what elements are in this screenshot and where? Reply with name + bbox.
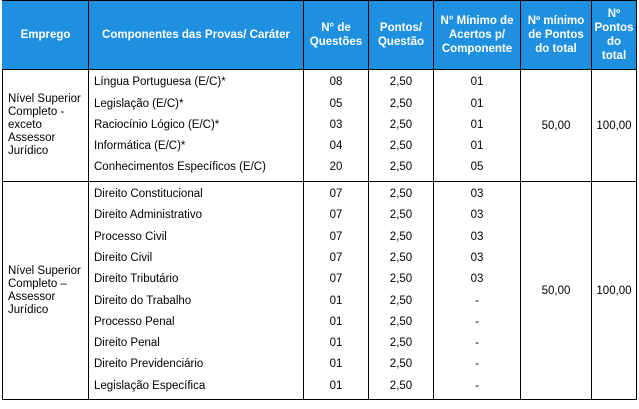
acertos-value: 03 — [470, 251, 484, 264]
header-total: Nº Pontos do total — [592, 1, 637, 70]
header-emprego: Emprego — [3, 1, 89, 70]
header-componentes: Componentes das Provas/ Caráter — [89, 1, 304, 70]
componente-item: Processo Civil — [94, 230, 167, 243]
componente-item: Direito Tributário — [94, 273, 179, 286]
pontos-value: 2,50 — [389, 315, 413, 328]
minimo-cell: 50,00 — [521, 182, 592, 400]
exam-components-table — [2, 0, 637, 400]
acertos-value: 05 — [470, 161, 484, 174]
questoes-value: 07 — [329, 230, 343, 243]
pontos-value: 2,50 — [389, 76, 413, 89]
componente-item: Conhecimentos Específicos (E/C) — [94, 161, 266, 174]
componente-item: Direito Previdenciário — [94, 358, 204, 371]
total-cell: 100,00 — [592, 70, 637, 182]
questoes-value: 01 — [329, 337, 343, 350]
acertos-value: 01 — [470, 140, 484, 153]
componente-item: Língua Portuguesa (E/C)* — [94, 76, 226, 89]
pontos-value: 2,50 — [389, 251, 413, 264]
header-acertos: N° Mínimo de Acertos p/ Componente — [434, 1, 521, 70]
componente-item: Legislação (E/C)* — [94, 97, 184, 110]
acertos-value: 03 — [470, 209, 484, 222]
questoes-value: 01 — [329, 379, 343, 392]
acertos-value: 01 — [470, 118, 484, 131]
pontos-value: 2,50 — [389, 140, 413, 153]
acertos-value: 03 — [470, 188, 484, 201]
componente-item: Direito Administrativo — [94, 209, 203, 222]
questoes-value: 07 — [329, 251, 343, 264]
questoes-value: 20 — [329, 161, 343, 174]
acertos-cell — [434, 182, 521, 400]
componente-item: Legislação Específica — [94, 379, 206, 392]
acertos-value: - — [475, 294, 479, 307]
pontos-value: 2,50 — [389, 97, 413, 110]
acertos-value: - — [475, 358, 479, 371]
acertos-value: 01 — [470, 97, 484, 110]
group-row-assessor-juridico — [3, 182, 637, 400]
questoes-value: 07 — [329, 273, 343, 286]
header-questoes: N° de Questões — [304, 1, 369, 70]
pontos-value: 2,50 — [389, 188, 413, 201]
componente-item: Direito Civil — [94, 251, 153, 264]
acertos-cell — [434, 70, 521, 182]
total-cell: 100,00 — [592, 182, 637, 400]
componente-item: Informática (E/C)* — [94, 140, 186, 153]
questoes-value: 07 — [329, 188, 343, 201]
componente-item: Direito Constitucional — [94, 188, 203, 201]
questoes-value: 04 — [329, 140, 343, 153]
emprego-cell: Nível Superior Completo – Assessor Jurídico — [3, 182, 89, 400]
emprego-cell: Nível Superior Completo - exceto Assessor Jurídico — [3, 70, 89, 182]
pontos-value: 2,50 — [389, 379, 413, 392]
pontos-value: 2,50 — [389, 118, 413, 131]
group-row-nivel-superior-exceto — [3, 70, 637, 182]
componente-item: Processo Penal — [94, 315, 175, 328]
exam-table-wrapper — [2, 0, 637, 400]
minimo-cell: 50,00 — [521, 70, 592, 182]
questoes-value: 05 — [329, 97, 343, 110]
questoes-cell — [304, 182, 369, 400]
componente-item: Direito Penal — [94, 337, 160, 350]
questoes-cell — [304, 70, 369, 182]
acertos-value: 01 — [470, 76, 484, 89]
pontos-value: 2,50 — [389, 273, 413, 286]
pontos-value: 2,50 — [389, 161, 413, 174]
questoes-value: 01 — [329, 358, 343, 371]
pontos-value: 2,50 — [389, 358, 413, 371]
acertos-value: - — [475, 337, 479, 350]
pontos-cell — [369, 182, 434, 400]
questoes-value: 08 — [329, 76, 343, 89]
questoes-value: 01 — [329, 315, 343, 328]
pontos-value: 2,50 — [389, 294, 413, 307]
pontos-value: 2,50 — [389, 337, 413, 350]
questoes-value: 01 — [329, 294, 343, 307]
acertos-value: 03 — [470, 273, 484, 286]
componentes-cell — [89, 70, 304, 182]
pontos-value: 2,50 — [389, 209, 413, 222]
acertos-value: - — [475, 379, 479, 392]
componente-item: Raciocínio Lógico (E/C)* — [94, 118, 220, 131]
componente-item: Direito do Trabalho — [94, 294, 192, 307]
acertos-value: - — [475, 315, 479, 328]
componentes-cell — [89, 182, 304, 400]
header-minimo: Nº mínimo de Pontos do total — [521, 1, 592, 70]
pontos-cell — [369, 70, 434, 182]
acertos-value: 03 — [470, 230, 484, 243]
header-pontos: Pontos/ Questão — [369, 1, 434, 70]
questoes-value: 07 — [329, 209, 343, 222]
questoes-value: 03 — [329, 118, 343, 131]
table-header-row — [3, 1, 637, 70]
pontos-value: 2,50 — [389, 230, 413, 243]
